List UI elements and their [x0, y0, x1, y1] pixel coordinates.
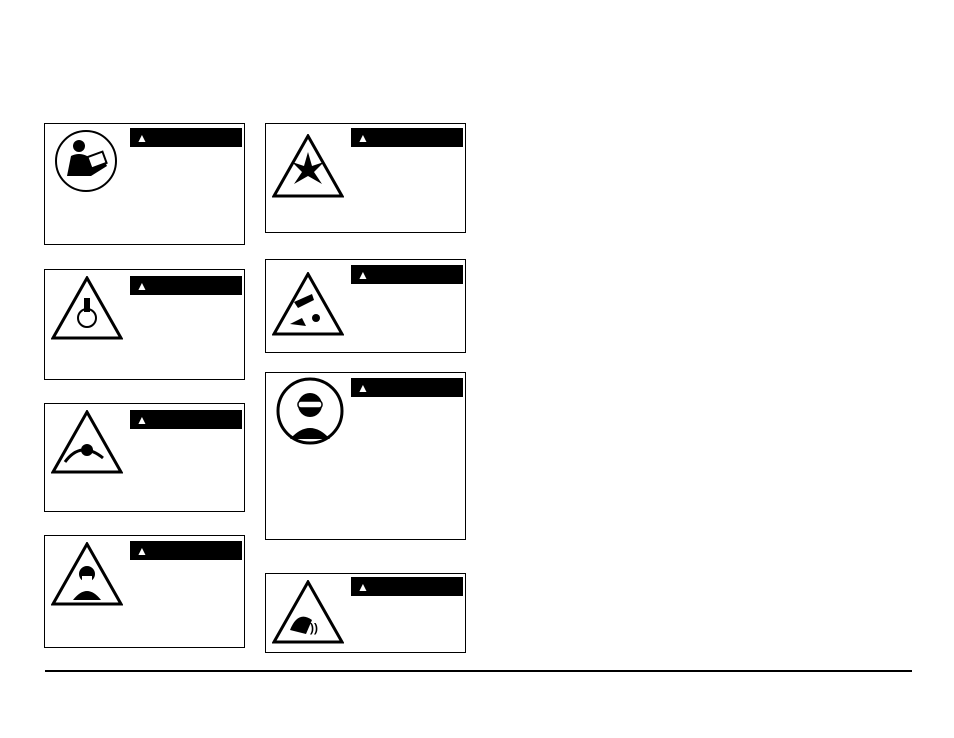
warning-noise-banner [351, 577, 463, 596]
warning-triangle-icon: ▲ [357, 580, 369, 594]
warning-air-line-box [44, 403, 245, 512]
read-manual-icon [55, 130, 117, 192]
footer-rule [45, 670, 912, 672]
caution-box [44, 269, 245, 380]
warning-triangle-icon: ▲ [136, 544, 148, 558]
warning-diaphragm-box [44, 535, 245, 648]
explosion-icon [272, 134, 344, 198]
warning-diaphragm-banner [130, 541, 242, 560]
svg-text:)): )) [310, 621, 318, 635]
corrosive-icon [272, 272, 344, 336]
warning-air-line-banner [130, 410, 242, 429]
warning-triangle-icon: ▲ [136, 413, 148, 427]
warning-protection-box [265, 372, 466, 540]
important-banner [130, 128, 242, 147]
important-box [44, 123, 245, 245]
warning-noise-box [265, 573, 466, 653]
eye-protection-icon [274, 377, 346, 445]
warning-triangle-icon: ▲ [136, 279, 148, 293]
warning-triangle-icon: ▲ [357, 131, 369, 145]
gasket-fastener-icon [51, 276, 123, 340]
warning-triangle-icon: ▲ [357, 268, 369, 282]
warning-pressurized-banner [351, 128, 463, 147]
warning-toxic-banner [351, 265, 463, 284]
warning-triangle-icon: ▲ [357, 381, 369, 395]
air-line-icon [51, 410, 123, 474]
warning-toxic-box [265, 259, 466, 353]
caution-banner [130, 276, 242, 295]
warning-pressurized-box [265, 123, 466, 233]
warning-protection-banner [351, 378, 463, 397]
respirator-icon [51, 542, 123, 606]
noise-particles-icon [272, 580, 344, 644]
warning-triangle-icon: ▲ [136, 131, 148, 145]
